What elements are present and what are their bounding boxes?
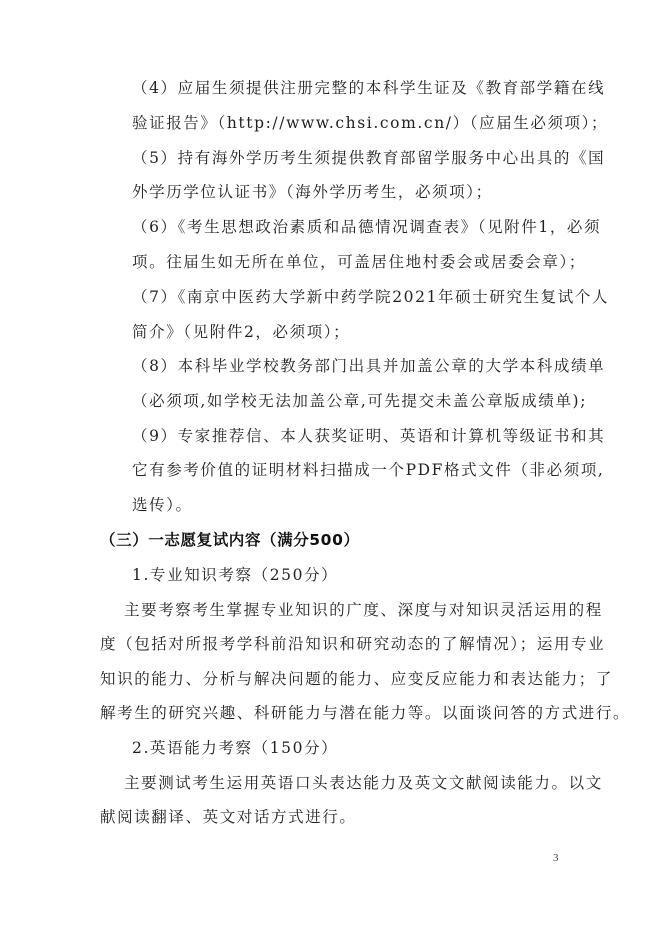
text-line: （7）《南京中医药大学新中药学院2021年硕士研究生复试个人: [132, 288, 610, 306]
text-line: 主要考察考生掌握专业知识的广度、深度与对知识灵活运用的程: [124, 601, 603, 619]
text-line: （8）本科毕业学校教务部门出具并加盖公章的大学本科成绩单: [132, 357, 606, 375]
text-line: 简介》（见附件2，必须项）；: [132, 323, 351, 341]
text-line: （6）《考生思想政治素质和品德情况调查表》（见附件1，必须: [132, 218, 602, 236]
text-line: 2.英语能力考察（150分）: [132, 739, 339, 757]
text-line: （4）应届生须提供注册完整的本科学生证及《教育部学籍在线: [132, 79, 606, 97]
text-line: 度（包括对所报考学科前沿知识和研究动态的了解情况）；运用专业: [100, 635, 606, 653]
text-line: 知识的能力、分析与解决问题的能力、应变反应能力和表达能力；了: [100, 670, 614, 688]
text-line: 它有参考价值的证明材料扫描成一个PDF格式文件（非必须项,: [132, 461, 605, 479]
text-line: 主要测试考生运用英语口头表达能力及英文文献阅读能力。以文: [124, 774, 603, 792]
text-line: 解考生的研究兴趣、科研能力与潜在能力等。以面谈问答的方式进行。: [100, 704, 631, 722]
text-line: 1.专业知识考察（250分）: [132, 566, 339, 584]
text-line: （9）专家推荐信、本人获奖证明、英语和计算机等级证书和其: [132, 427, 606, 445]
text-line: 项。往届生如无所在单位，可盖居住地村委会或居委会章）；: [132, 253, 586, 271]
page-number: 3: [553, 852, 559, 864]
text-line: 外学历学位认证书》（海外学历考生，必须项）；: [132, 183, 493, 201]
text-line: 验证报告》（http://www.chsi.com.cn/）（应届生必须项）；: [132, 114, 609, 132]
text-line: （5）持有海外学历考生须提供教育部留学服务中心出具的《国: [132, 149, 606, 167]
text-line: 献阅读翻译、英文对话方式进行。: [100, 808, 357, 826]
text-line: （必须项,如学校无法加盖公章,可先提交未盖公章版成绩单);: [132, 392, 588, 410]
text-line: 选传）。: [132, 496, 193, 514]
section-heading: （三）一志愿复试内容（满分500）: [100, 531, 360, 549]
